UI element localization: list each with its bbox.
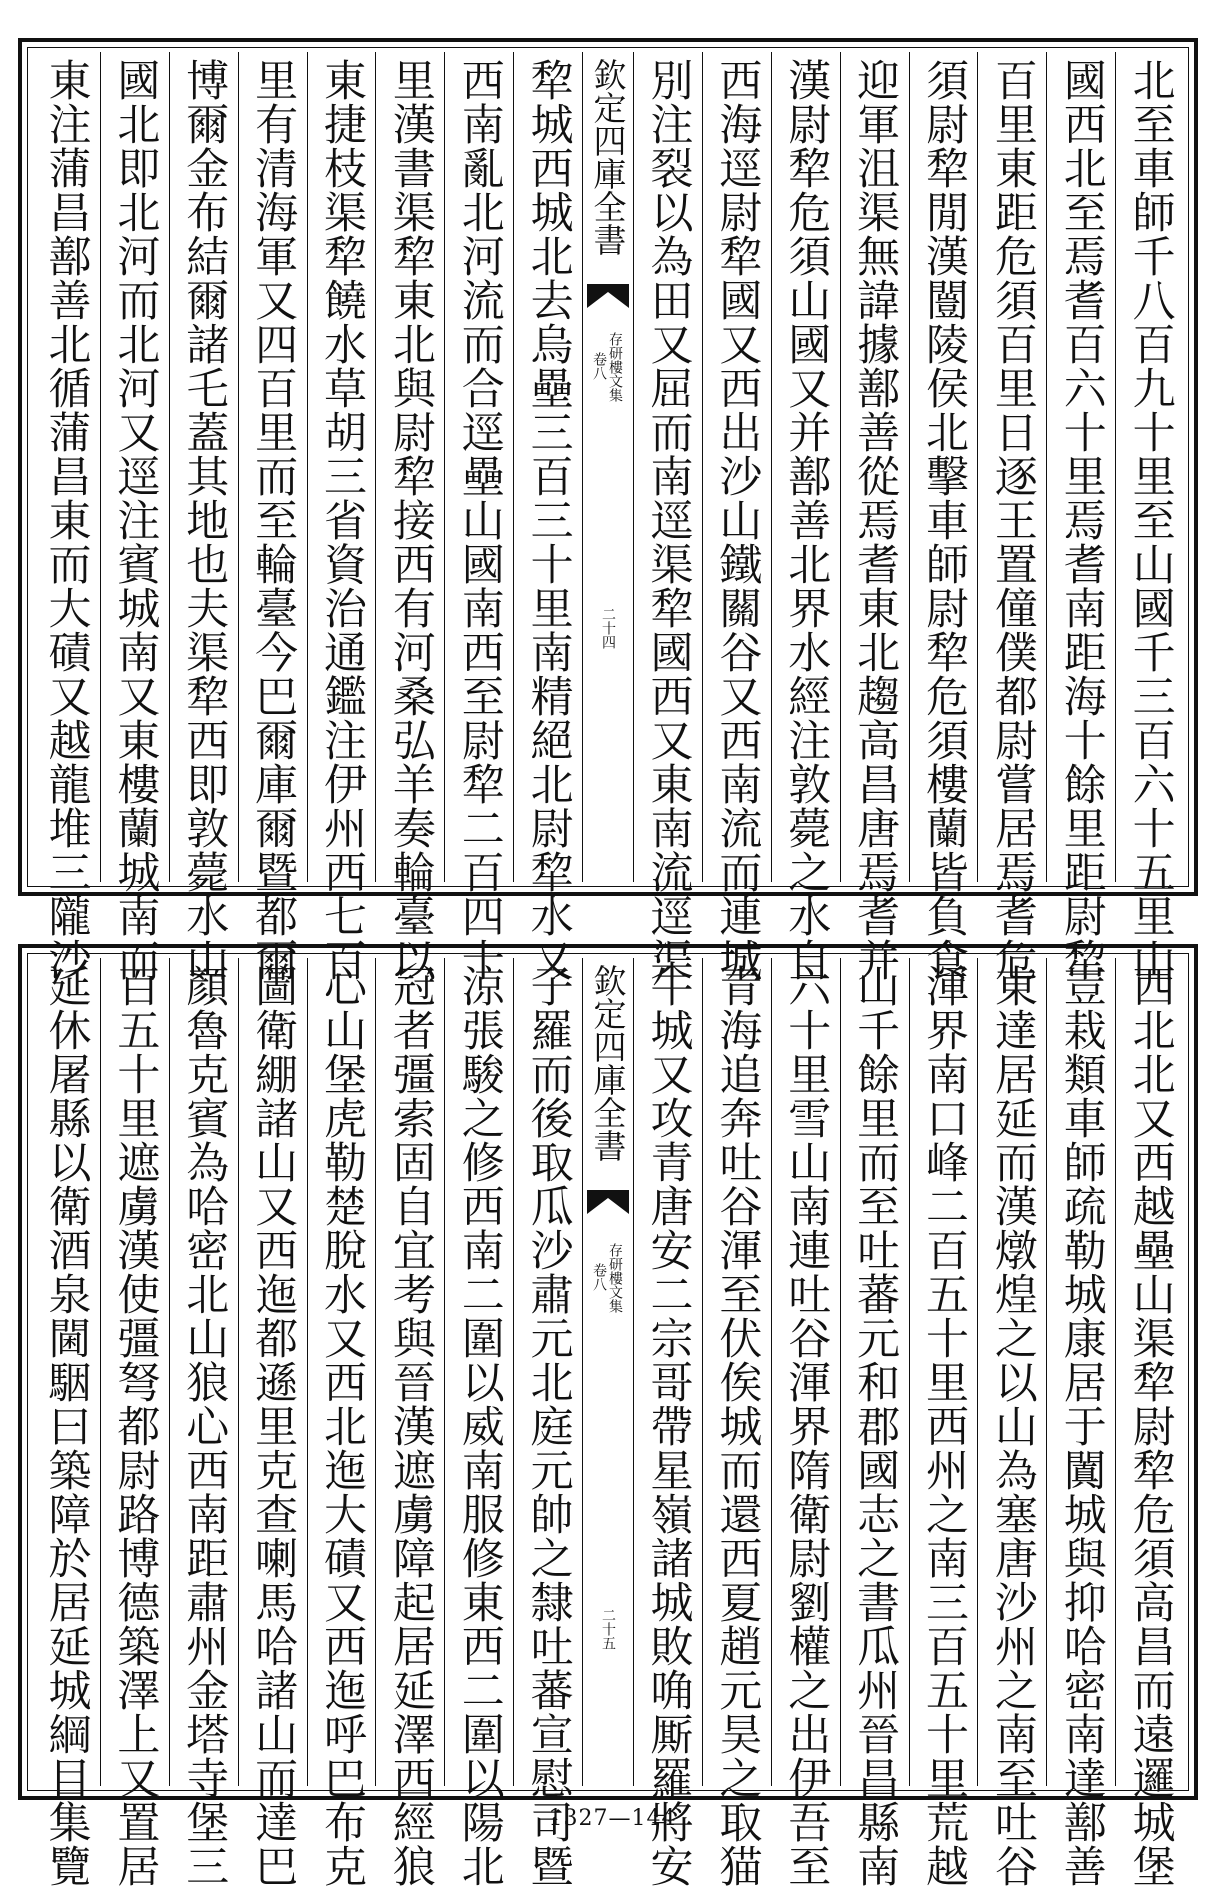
- text-column: 涼張駿之修西南二圍以威南服修東西二圍以陽北: [444, 958, 513, 1786]
- text-column: 博爾金布結爾諸乇蓋其地也夫渠犂西即敦薨水山: [169, 52, 238, 882]
- text-column: 里漢書渠犂東北與尉犂接西有河桑弘羊奏輪臺以: [375, 52, 444, 882]
- text-column: 青海追奔吐谷渾至伏俟城而還西夏趙元昊之取猫: [702, 958, 771, 1786]
- text-column: 百五十里遮虜漢使彊弩都尉路博德築澤上又置居: [100, 958, 169, 1786]
- text-column: 東達居延而漢燉煌之以山為塞唐沙州之南至吐谷: [977, 958, 1046, 1786]
- text-column: 西北北又西越壘山渠犂尉犂危須高昌而遠邏城堡: [1115, 958, 1184, 1786]
- text-column: 百里東距危須百里日逐王置僮僕都尉嘗居焉耆危: [977, 52, 1046, 882]
- text-column: 西海逕尉犂國又西出沙山鐵關谷又西南流而連城: [702, 52, 771, 882]
- banxin-juan: 卷八: [591, 1263, 607, 1291]
- banxin-page-number: 二十五: [600, 1608, 616, 1650]
- text-column: 六十里雪山南連吐谷渾界隋衛尉劉權之出伊吾至: [771, 958, 840, 1786]
- text-column: 里有清海軍又四百里而至輪臺今巴爾庫爾暨都爾: [238, 52, 307, 882]
- banxin-center-column: [582, 958, 633, 1786]
- fish-tail-mark-icon: [587, 1190, 629, 1214]
- fish-tail-mark-icon: [587, 284, 629, 308]
- text-column: 渾界南口峰二百五十里西州之南三百五十里荒越: [909, 958, 978, 1786]
- text-column: 迎軍沮渠無諱據鄯善從焉耆東北趨高昌唐焉耆并: [840, 52, 909, 882]
- footer-page-code: 1327—144: [548, 1806, 677, 1831]
- text-column: 東捷枝渠犂饒水草胡三省資治通鑑注伊州西七百: [307, 52, 376, 882]
- text-column: 別注裂以為田又屈而南逕渠犂國西又東南流逕渠: [633, 52, 702, 882]
- text-column: 牛城又攻青唐安二宗哥帶星嶺諸城敗唃厮羅將安: [633, 958, 702, 1786]
- text-column: 須尉犂閒漢闓陵侯北擊車師尉犂危須樓蘭皆負食: [909, 52, 978, 882]
- text-column: 圖衛綳諸山又西迤都遜里克查喇馬哈諸山而達巴: [238, 958, 307, 1786]
- banxin-title: 欽定四庫全書: [588, 964, 628, 1162]
- text-column: 國西北至焉耆百六十里焉耆南距海十餘里距尉犂: [1046, 52, 1115, 882]
- text-column: 延休屠縣以衛酒泉閫駰曰築障於居延城綱目集覽: [41, 964, 92, 1888]
- banxin-juan: 卷八: [591, 352, 607, 380]
- banxin-title: 欽定四庫全書: [588, 58, 628, 256]
- text-column: 山千餘里而至吐蕃元和郡國志之書瓜州晉昌縣南: [840, 958, 909, 1786]
- page-top-columns: [32, 52, 1184, 982]
- banxin-collection-name: 存研樓文集: [607, 332, 623, 402]
- banxin-collection-name: 存研樓文集: [607, 1243, 623, 1313]
- text-column: 子羅而後取瓜沙肅元北庭元帥之隸吐蕃宣慰司暨: [513, 958, 582, 1786]
- text-column: 犂城西城北去烏壘三百三十里南精絕北尉犂水又: [513, 52, 582, 882]
- text-column: 國北即北河而北河又逕注賓城南又東樓蘭城南而: [100, 52, 169, 882]
- banxin-center-column: [582, 52, 633, 882]
- text-column: 顏魯克賓為哈密北山狼心西南距肅州金塔寺堡三: [169, 958, 238, 1786]
- page-top: [18, 38, 1198, 982]
- text-column: 漢尉犂危須山國又并鄯善北界水經注敦薨之水自: [771, 52, 840, 882]
- text-column: 豈栽類車師疏勒城康居于闐城與抑哈密南達鄯善: [1046, 958, 1115, 1786]
- text-column: 心山堡虎勒楚脫水又西北迤大磧又西迤呼巴布克: [307, 958, 376, 1786]
- text-column: 冠者彊索固自宜考與晉漢遮虜障起居延澤西經狼: [375, 958, 444, 1786]
- text-column: 西南亂北河流而合逕壘山國南西至尉犂二百四十: [444, 52, 513, 882]
- text-column: 東注蒲昌鄯善北循蒲昌東而大磧又越龍堆三隴沙: [41, 58, 92, 982]
- banxin-page-number: 二十四: [600, 607, 616, 649]
- text-column: 北至車師千八百九十里至山國千三百六十五里山: [1115, 52, 1184, 882]
